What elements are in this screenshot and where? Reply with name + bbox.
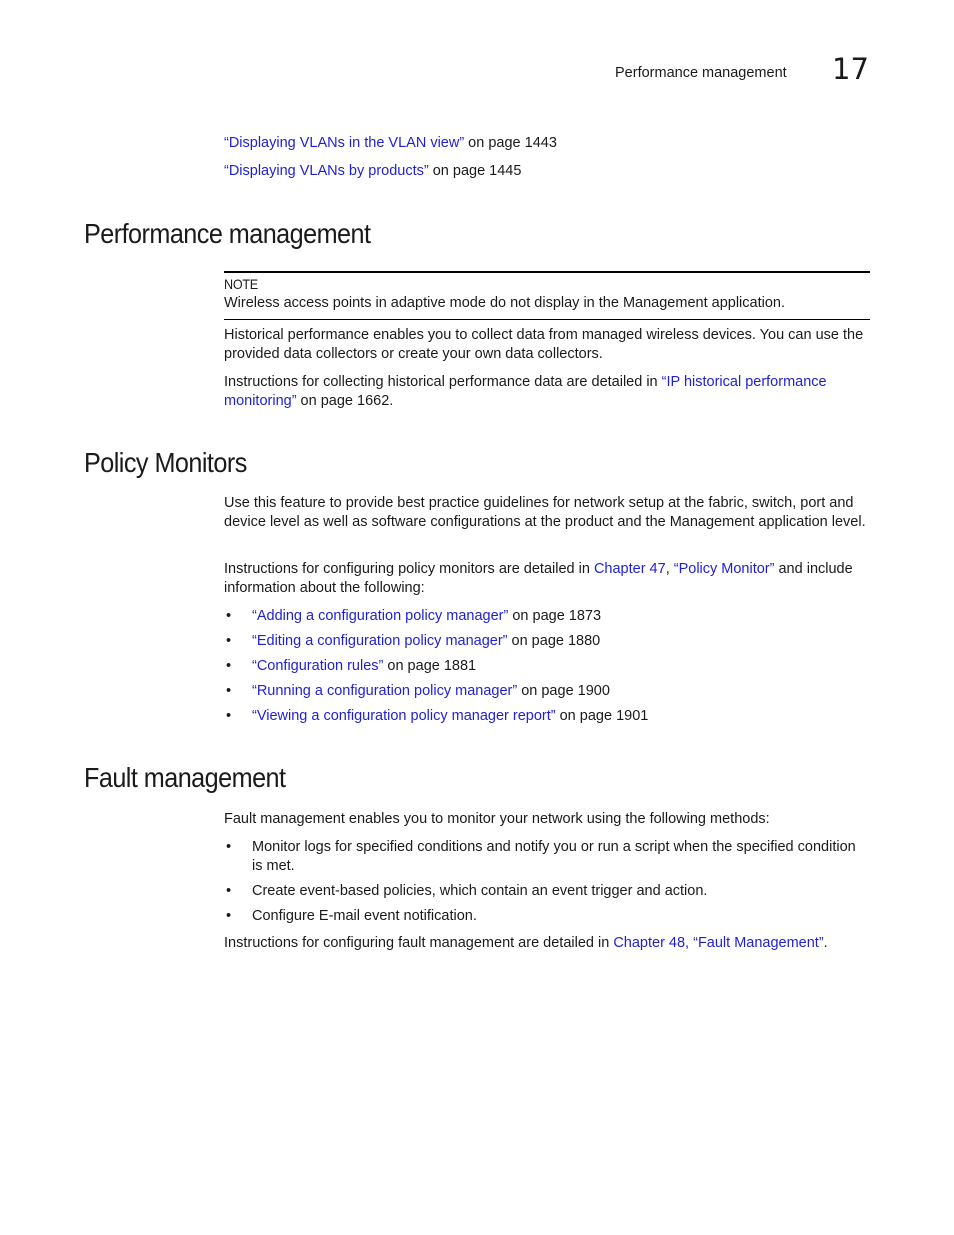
link-chapter-47[interactable]: Chapter 47 (593, 561, 666, 577)
list-item (224, 907, 870, 926)
text-run: , (665, 561, 674, 577)
page-ref: on page 1881 (383, 658, 477, 674)
link-adding-config-policy-manager[interactable]: “Adding a configuration policy manager” (252, 608, 509, 624)
running-header-section: Performance management (615, 65, 787, 81)
bullet: • (226, 839, 232, 855)
note-text: Wireless access points in adaptive mode do not display in the Management application. (224, 295, 785, 311)
top-link-line-2 (224, 162, 521, 181)
list-item-text: Monitor logs for specified conditions and notify you or run a script when the specified condition is met. (252, 839, 856, 874)
link-policy-monitor[interactable]: “Policy Monitor” (673, 561, 775, 577)
top-link-line-1 (224, 134, 557, 153)
policy-bullet-list (224, 607, 870, 726)
page-ref: on page 1443 (464, 135, 557, 151)
bullet: • (226, 908, 232, 924)
bullet: • (226, 658, 232, 674)
link-configuration-rules[interactable]: “Configuration rules” (252, 658, 384, 674)
list-item-text: Configure E-mail event notification. (252, 908, 477, 924)
link-chapter-48-fault-management[interactable]: Chapter 48, “Fault Management” (613, 935, 824, 951)
chapter-number: 17 (832, 52, 869, 86)
note-box (224, 271, 870, 320)
page-ref: on page 1900 (517, 683, 610, 699)
list-item (224, 707, 870, 726)
link-ip-historical-performance[interactable]: “IP historical performance monitoring” (224, 374, 827, 409)
link-editing-config-policy-manager[interactable]: “Editing a configuration policy manager” (252, 633, 508, 649)
page-ref: on page 1445 (428, 163, 522, 179)
heading-performance-management: Performance management (84, 218, 371, 249)
page-ref: on page 1901 (555, 708, 649, 724)
heading-fault-management: Fault management (84, 762, 286, 793)
link-running-config-policy-manager[interactable]: “Running a configuration policy manager” (252, 683, 518, 699)
text-run: on page 1662. (296, 393, 394, 409)
perf-paragraph-1: Historical performance enables you to collect data from managed wireless devices. You can use the provided data collectors or create your own data collectors. (224, 327, 864, 362)
policy-paragraph-1: Use this feature to provide best practice guidelines for network setup at the fabric, switch, port and device level as well as software configurations at the product and the Management application level. (224, 495, 866, 530)
list-item (224, 838, 870, 876)
bullet: • (226, 633, 232, 649)
text-run: Instructions for configuring fault management are detailed in (224, 935, 614, 951)
perf-paragraph-2 (224, 373, 870, 411)
heading-policy-monitors: Policy Monitors (84, 447, 247, 478)
link-displaying-vlans-products[interactable]: “Displaying VLANs by products” (224, 163, 429, 179)
fault-bullet-list (224, 838, 870, 926)
text-run: and include information about the following: (224, 561, 853, 596)
text-run: Instructions for collecting historical performance data are detailed in (224, 374, 662, 390)
list-item (224, 682, 870, 701)
page-ref: on page 1873 (508, 608, 602, 624)
list-item (224, 657, 870, 676)
link-viewing-config-policy-report[interactable]: “Viewing a configuration policy manager report” (252, 708, 556, 724)
bullet: • (226, 608, 232, 624)
list-item (224, 632, 870, 651)
note-label: NOTE (224, 276, 258, 292)
bullet: • (226, 683, 232, 699)
list-item (224, 882, 870, 901)
fault-paragraph-1: Fault management enables you to monitor your network using the following methods: (224, 811, 770, 827)
text-run: . (823, 935, 828, 951)
policy-paragraph-2 (224, 560, 870, 598)
text-run: Instructions for configuring policy monitors are detailed in (224, 561, 594, 577)
list-item-text: Create event-based policies, which contain an event trigger and action. (252, 883, 708, 899)
bullet: • (226, 883, 232, 899)
bullet: • (226, 708, 232, 724)
fault-paragraph-2 (224, 934, 870, 953)
link-displaying-vlans-view[interactable]: “Displaying VLANs in the VLAN view” (224, 135, 465, 151)
list-item (224, 607, 870, 626)
page-ref: on page 1880 (507, 633, 601, 649)
